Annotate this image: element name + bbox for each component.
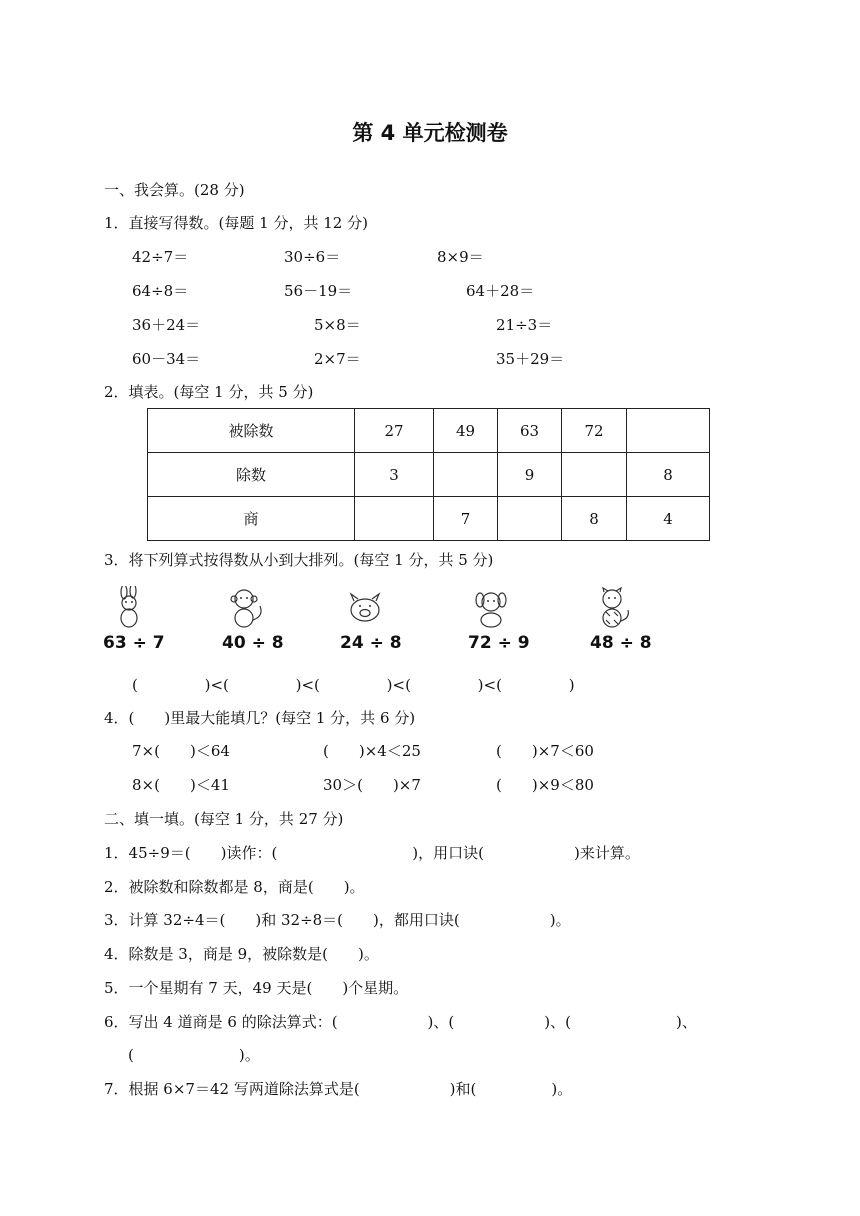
table-cell[interactable]	[562, 453, 627, 497]
page-title: 第 4 单元检测卷	[352, 121, 508, 145]
q1-item: 21÷3＝	[496, 316, 553, 334]
division-table	[147, 408, 710, 541]
q1-item: 30÷6＝	[284, 248, 341, 266]
fill-question[interactable]: 5．一个星期有 7 天，49 天是( )个星期。	[104, 979, 409, 997]
tiger-icon	[588, 586, 638, 630]
fill-question[interactable]: 1．45÷9＝( )读作：( )，用口诀( )来计算。	[104, 844, 640, 862]
q3-expression: 72 ÷ 9	[468, 633, 530, 653]
q4-item[interactable]: ( )×4＜25	[323, 742, 421, 760]
q4-item[interactable]: ( )×7＜60	[496, 742, 594, 760]
table-cell: 3	[355, 453, 434, 497]
table-cell: 63	[498, 409, 562, 453]
q4-item[interactable]: ( )×9＜80	[496, 776, 594, 794]
q3-expression: 24 ÷ 8	[340, 633, 402, 653]
q4-item[interactable]: 8×( )＜41	[132, 776, 230, 794]
q1-item: 5×8＝	[314, 316, 361, 334]
fill-question[interactable]: 4．除数是 3，商是 9，被除数是( )。	[104, 945, 379, 963]
q1-item: 36＋24＝	[132, 316, 201, 334]
q1-heading: 1．直接写得数。(每题 1 分，共 12 分)	[104, 214, 368, 232]
table-cell: 7	[434, 497, 498, 541]
q4-heading: 4．( )里最大能填几？(每空 1 分，共 6 分)	[104, 709, 416, 727]
table-cell[interactable]	[355, 497, 434, 541]
table-cell: 8	[562, 497, 627, 541]
fill-question[interactable]: 2．被除数和除数都是 8，商是( )。	[104, 878, 365, 896]
q1-item: 64＋28＝	[466, 282, 535, 300]
table-row	[148, 497, 710, 541]
table-cell: 被除数	[148, 409, 355, 453]
q4-item[interactable]: 7×( )＜64	[132, 742, 230, 760]
table-cell: 商	[148, 497, 355, 541]
table-row	[148, 453, 710, 497]
table-cell[interactable]	[498, 497, 562, 541]
table-row	[148, 409, 710, 453]
q3-answer-line[interactable]: ( )<( )<( )<( )<( )	[132, 676, 575, 694]
table-cell[interactable]	[434, 453, 498, 497]
table-cell: 除数	[148, 453, 355, 497]
fill-question[interactable]: 6．写出 4 道商是 6 的除法算式：( )、( )、( )、	[104, 1013, 697, 1031]
q1-item: 42÷7＝	[132, 248, 189, 266]
table-cell: 72	[562, 409, 627, 453]
monkey-icon	[220, 586, 270, 630]
table-cell: 27	[355, 409, 434, 453]
q3-heading: 3．将下列算式按得数从小到大排列。(每空 1 分，共 5 分)	[104, 551, 494, 569]
fill-question-continued[interactable]: ( )。	[128, 1046, 260, 1064]
section-one-heading: 一、我会算。(28 分)	[104, 181, 245, 199]
fill-question[interactable]: 7．根据 6×7＝42 写两道除法算式是( )和( )。	[104, 1080, 573, 1098]
q1-item: 2×7＝	[314, 350, 361, 368]
table-cell: 4	[627, 497, 710, 541]
section-two-heading: 二、填一填。(每空 1 分，共 27 分)	[104, 810, 344, 828]
q1-item: 35＋29＝	[496, 350, 565, 368]
q3-expression: 40 ÷ 8	[222, 633, 284, 653]
q1-item: 56－19＝	[284, 282, 353, 300]
fill-question[interactable]: 3．计算 32÷4＝( )和 32÷8＝( )，都用口诀( )。	[104, 911, 571, 929]
table-cell[interactable]	[627, 409, 710, 453]
pig-icon	[340, 586, 390, 630]
q1-item: 60－34＝	[132, 350, 201, 368]
q3-expression: 63 ÷ 7	[103, 633, 165, 653]
table-cell: 49	[434, 409, 498, 453]
q3-expression: 48 ÷ 8	[590, 633, 652, 653]
q2-heading: 2．填表。(每空 1 分，共 5 分)	[104, 383, 314, 401]
table-cell: 8	[627, 453, 710, 497]
q1-item: 64÷8＝	[132, 282, 189, 300]
table-cell: 9	[498, 453, 562, 497]
rabbit-icon	[104, 586, 154, 630]
dog-icon	[466, 586, 516, 630]
q4-item[interactable]: 30＞( )×7	[323, 776, 421, 794]
q1-item: 8×9＝	[437, 248, 484, 266]
